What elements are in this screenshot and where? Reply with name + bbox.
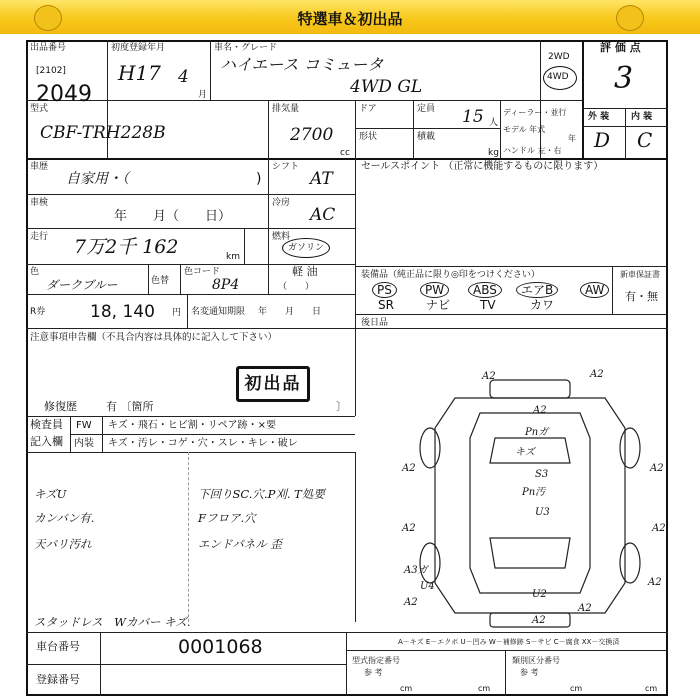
fuel-label: 燃料 bbox=[272, 232, 291, 242]
recycle-value: 18, 140 bbox=[90, 302, 155, 322]
damage-mark: A2 bbox=[652, 523, 666, 534]
load-unit: kg bbox=[488, 148, 499, 158]
door-label: ドア bbox=[359, 104, 377, 114]
reg-era: H17 bbox=[118, 61, 161, 85]
damage-mark: A2 bbox=[590, 369, 604, 380]
capacity-unit: 人 bbox=[489, 118, 499, 128]
score-label: 評 価 点 bbox=[600, 41, 641, 54]
interior-value: C bbox=[637, 128, 653, 152]
load-label: 積載 bbox=[417, 132, 436, 142]
warranty-label: 新車保証書 bbox=[620, 270, 660, 279]
type-value: CBF-TRH228B bbox=[40, 123, 166, 143]
color-label: 色 bbox=[30, 267, 40, 277]
damage-mark: キズ bbox=[515, 447, 535, 458]
year-unit: 年 bbox=[568, 134, 576, 143]
inspector-row1-head: FW bbox=[76, 420, 92, 431]
color-value: ダークブルー bbox=[46, 278, 118, 292]
damage-mark: A2 bbox=[402, 523, 416, 534]
drive-4wd: 4WD bbox=[547, 72, 569, 82]
damage-mark: S3 bbox=[535, 469, 549, 480]
reg-number-label: 登録番号 bbox=[36, 673, 80, 686]
exterior-value: D bbox=[594, 128, 611, 152]
handwritten-note: Fフロア.穴 bbox=[198, 511, 256, 525]
handwritten-note: カンバン有. bbox=[34, 511, 95, 525]
capacity-label: 定員 bbox=[417, 104, 436, 114]
first-listing-stamp: 初出品 bbox=[236, 366, 310, 402]
repair-label: 修復歴 bbox=[44, 400, 77, 413]
type-label: 型式 bbox=[30, 104, 49, 114]
shaken-value: 年 月（ 日） bbox=[114, 209, 232, 224]
category-number-ref: 参 考 bbox=[520, 668, 539, 677]
damage-mark: A2 bbox=[482, 371, 496, 382]
lot-code: [2102] bbox=[36, 66, 66, 76]
reg-month-unit: 月 bbox=[198, 90, 208, 100]
damage-mark: A2 bbox=[650, 463, 664, 474]
handle-label: ハンドル 左・右 bbox=[503, 146, 562, 155]
handwritten-note: 天バリ汚れ bbox=[34, 537, 92, 551]
handwritten-note: エンドパネル 歪 bbox=[198, 537, 282, 551]
reg-month: 4 bbox=[178, 67, 189, 87]
fuel-gas: ガソリン bbox=[288, 243, 325, 253]
cc-value: 2700 bbox=[290, 125, 334, 145]
inspector-label-b: 記入欄 bbox=[30, 435, 63, 448]
inspector-row2-head: 内装 bbox=[74, 438, 94, 449]
interior-label: 内 装 bbox=[631, 112, 653, 122]
equipment-item: PS bbox=[372, 282, 397, 298]
exterior-label: 外 装 bbox=[588, 112, 610, 122]
damage-mark: A2 bbox=[402, 463, 416, 474]
reg-label: 初度登録年月 bbox=[111, 43, 166, 53]
cm-unit-2: cm bbox=[478, 684, 491, 693]
mileage-label: 走行 bbox=[30, 232, 49, 242]
equipment-item: SR bbox=[378, 298, 394, 312]
damage-mark: A2 bbox=[532, 615, 546, 626]
equipment-label: 装備品（純正品に限り◎印をつけください） bbox=[361, 270, 540, 280]
type-designation-label: 型式指定番号 bbox=[352, 656, 400, 665]
banner-title: 特選車＆初出品 bbox=[297, 10, 403, 28]
warranty-value: 有・無 bbox=[625, 290, 658, 303]
cc-unit: cc bbox=[340, 148, 350, 158]
cc-label: 排気量 bbox=[272, 104, 300, 114]
equipment-item: ABS bbox=[468, 282, 502, 298]
dealer-label: ディーラー・並行 bbox=[503, 108, 567, 117]
category-number-label: 類別区分番号 bbox=[512, 656, 560, 665]
lot-number: 2049 bbox=[36, 82, 92, 107]
capacity-value: 15 bbox=[462, 107, 484, 127]
damage-mark: U4 bbox=[420, 581, 435, 592]
damage-mark: A2 bbox=[578, 603, 592, 614]
shape-label: 形状 bbox=[359, 132, 378, 142]
notes-label: 注意事項申告欄（不具合内容は具体的に記入して下さい） bbox=[30, 332, 278, 343]
fuel-paren: （ ） bbox=[278, 282, 315, 292]
damage-mark: U3 bbox=[535, 507, 550, 518]
cm-unit-4: cm bbox=[645, 684, 658, 693]
damage-mark: Pn汚 bbox=[522, 487, 546, 498]
name-change-label: 名変通知期限 bbox=[191, 307, 246, 317]
colorcode-label: 色替 bbox=[151, 276, 170, 286]
repair-value: 有 〔箇所 bbox=[106, 400, 154, 413]
equipment-item: ナビ bbox=[426, 298, 451, 312]
ac-value: AC bbox=[310, 205, 336, 225]
recycle-unit: 円 bbox=[172, 308, 182, 318]
damage-legend: A－キズ E－エクボ U－凹み W－補修跡 S－サビ C－腐食 XX－交換済 bbox=[398, 638, 620, 646]
mileage-unit: km bbox=[226, 252, 240, 262]
cm-unit-3: cm bbox=[570, 684, 583, 693]
lot-label: 出品番号 bbox=[30, 43, 67, 53]
history-label: 車歴 bbox=[30, 162, 49, 172]
back-seat-label: 後日品 bbox=[361, 318, 389, 328]
model-name: ハイエース コミュータ bbox=[220, 55, 384, 74]
shift-value: AT bbox=[310, 169, 333, 189]
model-label: 車名・グレード bbox=[214, 43, 278, 53]
mileage-value: 7万2千 162 bbox=[74, 236, 179, 258]
colorcode-head: 色コード bbox=[184, 267, 221, 277]
sales-point-label: セールスポイント （正常に機能するものに限ります） bbox=[361, 161, 604, 172]
equipment-item: TV bbox=[480, 298, 496, 312]
inspector-row1: キズ・飛石・ヒビ割・リペア跡・×要 bbox=[108, 420, 276, 431]
grade: 4WD GL bbox=[350, 77, 423, 97]
type-designation-ref: 参 考 bbox=[364, 668, 383, 677]
recycle-label: R券 bbox=[30, 307, 46, 317]
model-year-label: モデル 年式 bbox=[503, 125, 546, 134]
equipment-item: AW bbox=[580, 282, 609, 298]
name-change-value: 年 月 日 bbox=[258, 307, 322, 317]
inspector-label-a: 検査員 bbox=[30, 418, 63, 431]
cm-unit-1: cm bbox=[400, 684, 413, 693]
damage-mark: A3ガ bbox=[404, 565, 428, 576]
damage-mark: A2 bbox=[404, 597, 418, 608]
handwritten-note: 下回りSC.穴.P刈. T処要 bbox=[198, 487, 325, 501]
shaken-label: 車検 bbox=[30, 198, 49, 208]
ac-label: 冷房 bbox=[272, 198, 291, 208]
damage-mark: A2 bbox=[533, 405, 547, 416]
shift-label: シフト bbox=[272, 162, 300, 172]
handwritten-note: スタッドレス Wカバー キズ. bbox=[34, 615, 191, 629]
damage-mark: Pnガ bbox=[525, 427, 549, 438]
equipment-item: PW bbox=[420, 282, 449, 298]
drive-label: 2WD bbox=[548, 52, 570, 62]
chassis-label: 車台番号 bbox=[36, 640, 80, 653]
colorcode-value: 8P4 bbox=[212, 277, 240, 293]
equipment-item: エアB bbox=[516, 282, 558, 298]
inspector-row2: キズ・汚レ・コゲ・穴・スレ・キレ・破レ bbox=[108, 438, 298, 449]
chassis-value: 0001068 bbox=[178, 636, 263, 658]
history-value: 自家用・（ bbox=[66, 171, 129, 187]
score-value: 3 bbox=[614, 61, 634, 96]
handwritten-note: キズU bbox=[34, 487, 67, 501]
repair-close: 〕 bbox=[336, 400, 347, 413]
equipment-item: カワ bbox=[530, 298, 555, 312]
damage-mark: U2 bbox=[532, 589, 547, 600]
history-close: ) bbox=[256, 171, 262, 187]
damage-mark: A2 bbox=[648, 577, 662, 588]
fuel-diesel: 軽 油 bbox=[292, 265, 318, 278]
